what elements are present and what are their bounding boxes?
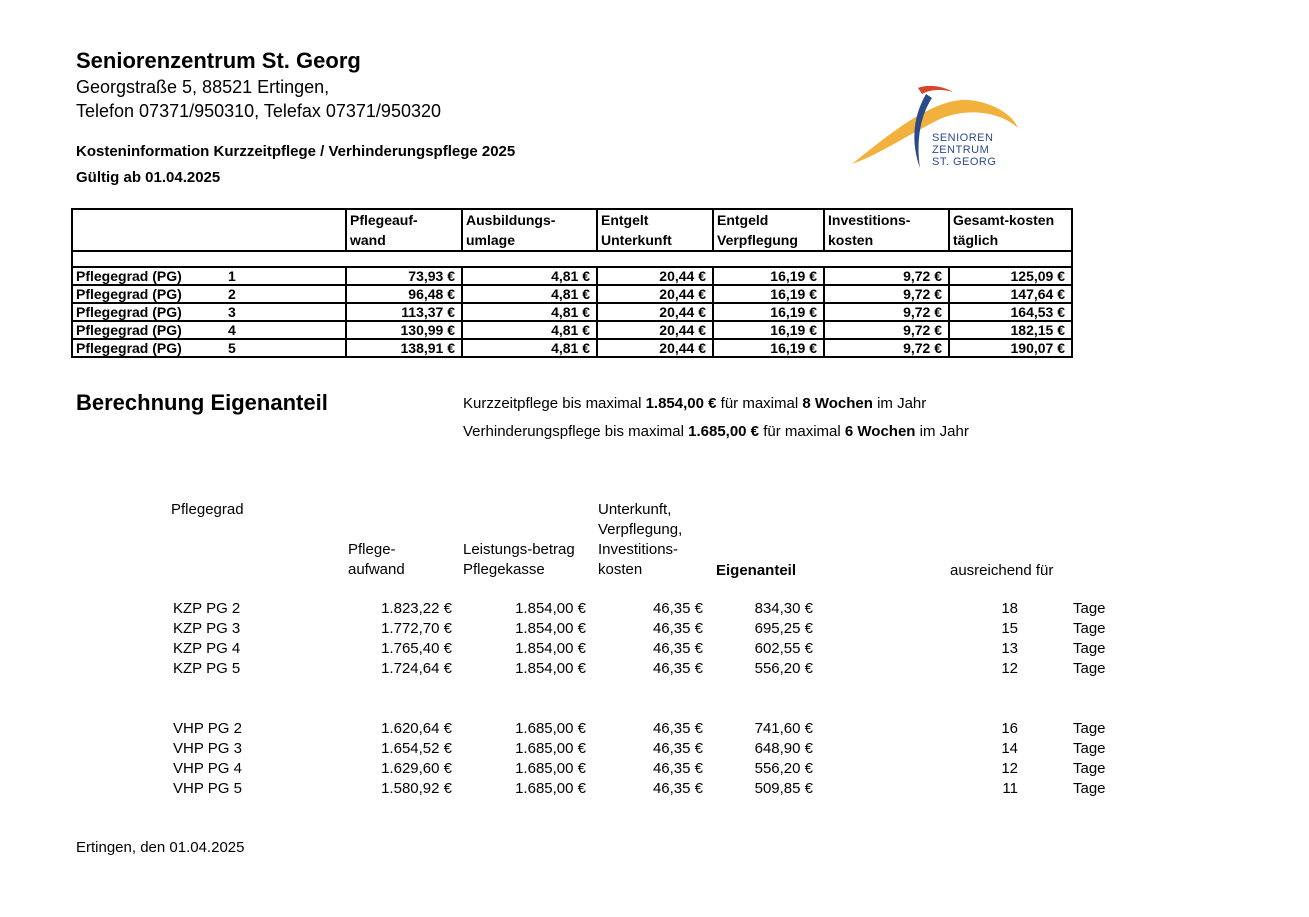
- logo-line-3: ST. GEORG: [932, 156, 997, 168]
- kzp-label-cell: KZP PG 2: [173, 600, 241, 617]
- vhp-leistung-cell: 1.685,00 €: [515, 720, 586, 737]
- vhp-aufwand-cell: 1.620,64 €: [381, 720, 452, 737]
- pflegegrad-label: Pflegegrad (PG) 1: [72, 267, 346, 285]
- cost-cell: 9,72 €: [824, 267, 949, 285]
- kzp-tage-cell: 18: [1001, 600, 1018, 617]
- kzp-leistung-cell: 1.854,00 €: [515, 660, 586, 677]
- pflegegrad-label: Pflegegrad (PG) 5: [72, 339, 346, 357]
- vhp-uvi-cell: 46,35 €: [652, 780, 703, 797]
- cost-cell: 16,19 €: [713, 321, 824, 339]
- cost-cell: 164,53 €: [949, 303, 1072, 321]
- kzp-aufwand-cell: 1.823,22 €: [381, 600, 452, 617]
- kzp-leistung-cell: 1.854,00 €: [515, 620, 586, 637]
- vhp-label-cell: VHP PG 5: [173, 780, 242, 797]
- table-row: [72, 303, 1072, 321]
- vhp-aufwand-cell: 1.654,52 €: [381, 740, 452, 757]
- cost-cell: 130,99 €: [346, 321, 462, 339]
- kzp-unit-cell: Tage: [1073, 600, 1106, 617]
- vhp-eigen-cell: 648,90 €: [754, 740, 813, 757]
- cost-cell: 16,19 €: [713, 339, 824, 357]
- cost-table-header-cell: Entgeld Verpflegung: [713, 209, 824, 251]
- pflegegrad-label: Pflegegrad (PG) 2: [72, 285, 346, 303]
- vhp-leistung-cell: 1.685,00 €: [515, 740, 586, 757]
- kzp-aufwand-cell: 1.765,40 €: [381, 640, 452, 657]
- logo-line-2: ZENTRUM: [932, 144, 990, 156]
- kzp-eigen-cell: 834,30 €: [754, 600, 813, 617]
- kzp-tage-cell: 15: [1001, 620, 1018, 637]
- kzp-uvi-cell: 46,35 €: [652, 600, 703, 617]
- calc-header-pflegeaufwand: Pflege- aufwand: [348, 541, 405, 578]
- cost-table-header-cell: Ausbildungs- umlage: [462, 209, 597, 251]
- section-title: Berechnung Eigenanteil: [76, 390, 328, 415]
- kzp-label-cell: KZP PG 5: [173, 660, 241, 677]
- cost-table-header-cell: Investitions- kosten: [824, 209, 949, 251]
- cost-cell: 4,81 €: [462, 303, 597, 321]
- cost-cell: 4,81 €: [462, 285, 597, 303]
- vhp-unit-cell: Tage: [1073, 780, 1106, 797]
- cost-cell: 113,37 €: [346, 303, 462, 321]
- facility-name: Seniorenzentrum St. Georg: [76, 48, 361, 73]
- cost-table-spacer-row: [72, 251, 1072, 267]
- cost-cell: 20,44 €: [597, 321, 713, 339]
- cost-cell: 16,19 €: [713, 267, 824, 285]
- vhp-info: Verhinderungspflege bis maximal 1.685,00 € für maximal 6 Wochen im Jahr: [463, 423, 969, 440]
- vhp-unit-cell: Tage: [1073, 760, 1106, 777]
- cost-table-header-cell: Pflegeauf- wand: [346, 209, 462, 251]
- vhp-tage-cell: 16: [1001, 720, 1018, 737]
- kzp-tage-cell: 12: [1001, 660, 1018, 677]
- cost-cell: 190,07 €: [949, 339, 1072, 357]
- vhp-uvi-cell: 46,35 €: [652, 760, 703, 777]
- cost-cell: 20,44 €: [597, 303, 713, 321]
- kzp-unit-cell: Tage: [1073, 620, 1106, 637]
- kzp-unit-cell: Tage: [1073, 660, 1106, 677]
- facility-logo: [848, 80, 1023, 172]
- table-row: [72, 267, 1072, 285]
- kzp-eigen-cell: 602,55 €: [754, 640, 813, 657]
- valid-from: Gültig ab 01.04.2025: [76, 169, 221, 186]
- cost-cell: 138,91 €: [346, 339, 462, 357]
- cost-cell: 147,64 €: [949, 285, 1072, 303]
- cost-cell: 182,15 €: [949, 321, 1072, 339]
- cost-cell: 4,81 €: [462, 339, 597, 357]
- vhp-label-cell: VHP PG 3: [173, 740, 242, 757]
- cost-cell: 4,81 €: [462, 321, 597, 339]
- kzp-leistung-cell: 1.854,00 €: [515, 640, 586, 657]
- cost-cell: 96,48 €: [346, 285, 462, 303]
- calc-header-pflegegrad: Pflegegrad: [171, 501, 244, 518]
- cost-table: [71, 208, 1073, 358]
- cost-table-header-cell: Entgelt Unterkunft: [597, 209, 713, 251]
- table-row: [72, 285, 1072, 303]
- cost-cell: 20,44 €: [597, 285, 713, 303]
- facility-address: Georgstraße 5, 88521 Ertingen,: [76, 77, 330, 97]
- footer-date: Ertingen, den 01.04.2025: [76, 839, 245, 856]
- vhp-uvi-cell: 46,35 €: [652, 740, 703, 757]
- cost-cell: 16,19 €: [713, 285, 824, 303]
- vhp-aufwand-cell: 1.580,92 €: [381, 780, 452, 797]
- cost-cell: 125,09 €: [949, 267, 1072, 285]
- table-row: [72, 339, 1072, 357]
- vhp-eigen-cell: 556,20 €: [754, 760, 813, 777]
- vhp-eigen-cell: 509,85 €: [754, 780, 813, 797]
- cost-cell: 20,44 €: [597, 339, 713, 357]
- pflegegrad-label: Pflegegrad (PG) 4: [72, 321, 346, 339]
- vhp-aufwand-cell: 1.629,60 €: [381, 760, 452, 777]
- cost-cell: 20,44 €: [597, 267, 713, 285]
- kzp-aufwand-cell: 1.772,70 €: [381, 620, 452, 637]
- kzp-eigen-cell: 695,25 €: [754, 620, 813, 637]
- cost-table-header-cell: [72, 209, 346, 251]
- cost-cell: 16,19 €: [713, 303, 824, 321]
- kzp-uvi-cell: 46,35 €: [652, 640, 703, 657]
- vhp-label-cell: VHP PG 4: [173, 760, 242, 777]
- vhp-tage-cell: 14: [1001, 740, 1018, 757]
- cost-cell: 9,72 €: [824, 339, 949, 357]
- table-row: [72, 321, 1072, 339]
- vhp-leistung-cell: 1.685,00 €: [515, 760, 586, 777]
- cost-cell: 73,93 €: [346, 267, 462, 285]
- calc-header-uvi: Unterkunft, Verpflegung, Investitions- kosten: [598, 501, 683, 578]
- vhp-unit-cell: Tage: [1073, 720, 1106, 737]
- kzp-unit-cell: Tage: [1073, 640, 1106, 657]
- cost-cell: 9,72 €: [824, 321, 949, 339]
- kzp-eigen-cell: 556,20 €: [754, 660, 813, 677]
- kzp-label-cell: KZP PG 3: [173, 620, 241, 637]
- cost-cell: 9,72 €: [824, 285, 949, 303]
- logo-line-1: SENIOREN: [932, 132, 994, 144]
- calc-header-ausreichend: ausreichend für: [950, 562, 1054, 579]
- vhp-eigen-cell: 741,60 €: [754, 720, 813, 737]
- kzp-uvi-cell: 46,35 €: [652, 620, 703, 637]
- pflegegrad-label: Pflegegrad (PG) 3: [72, 303, 346, 321]
- vhp-uvi-cell: 46,35 €: [652, 720, 703, 737]
- cost-cell: 4,81 €: [462, 267, 597, 285]
- kzp-label-cell: KZP PG 4: [173, 640, 241, 657]
- vhp-label-cell: VHP PG 2: [173, 720, 242, 737]
- vhp-leistung-cell: 1.685,00 €: [515, 780, 586, 797]
- document-subtitle: Kosteninformation Kurzzeitpflege / Verhinderungspflege 2025: [76, 143, 516, 160]
- calc-header-eigenanteil: Eigenanteil: [716, 562, 797, 579]
- calc-header-leistungsbetrag: Leistungs-betrag Pflegekasse: [463, 541, 575, 578]
- vhp-unit-cell: Tage: [1073, 740, 1106, 757]
- vhp-tage-cell: 11: [1002, 780, 1018, 797]
- kzp-info: Kurzzeitpflege bis maximal 1.854,00 € für maximal 8 Wochen im Jahr: [463, 395, 927, 412]
- kzp-uvi-cell: 46,35 €: [652, 660, 703, 677]
- kzp-aufwand-cell: 1.724,64 €: [381, 660, 452, 677]
- cost-table-header-row: [72, 209, 1072, 251]
- kzp-tage-cell: 13: [1001, 640, 1018, 657]
- cost-table-header-cell: Gesamt-kosten täglich: [949, 209, 1072, 251]
- facility-phone: Telefon 07371/950310, Telefax 07371/950320: [76, 101, 441, 121]
- kzp-leistung-cell: 1.854,00 €: [515, 600, 586, 617]
- vhp-tage-cell: 12: [1001, 760, 1018, 777]
- cost-cell: 9,72 €: [824, 303, 949, 321]
